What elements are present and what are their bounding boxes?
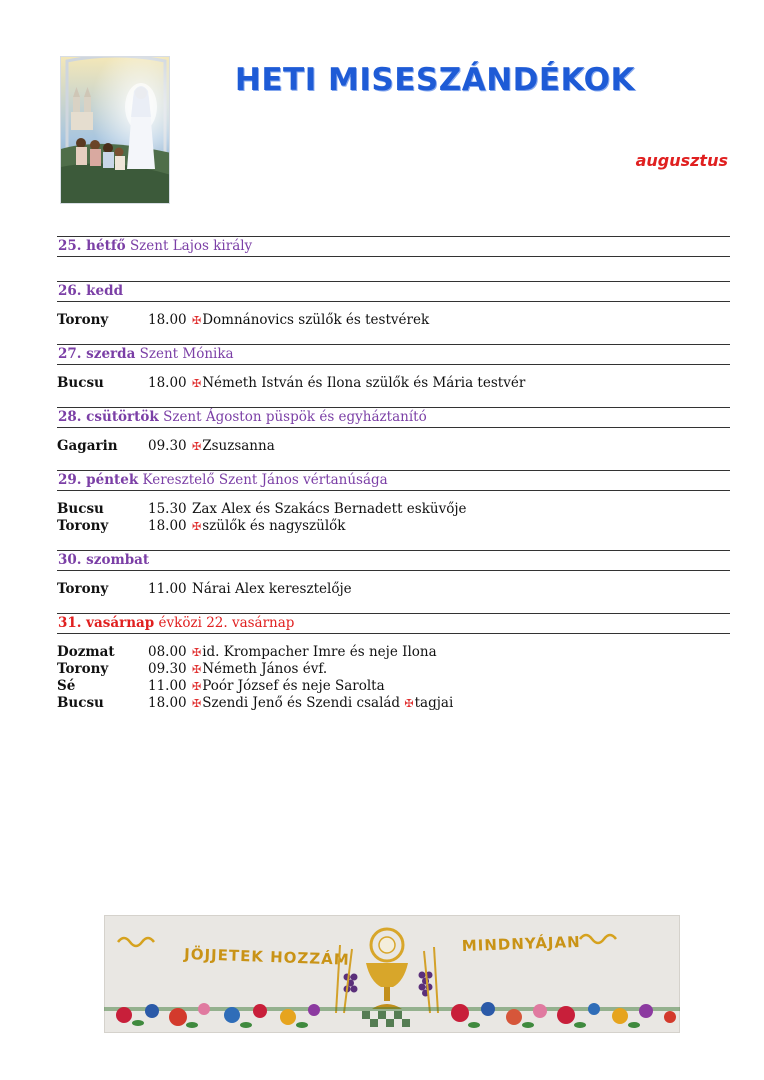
mass-intention — [192, 695, 730, 712]
cross-icon: ✠ — [192, 663, 202, 676]
mass-time: 18.00 — [148, 695, 187, 711]
mass-intention — [192, 518, 730, 535]
mass-time: 15.30 — [148, 501, 187, 517]
day-feast: évközi 22. vasárnap — [158, 615, 295, 631]
cross-icon: ✠ — [192, 314, 202, 327]
mass-place: Torony — [57, 312, 109, 328]
mass-intention — [192, 581, 730, 598]
cross-icon: ✠ — [192, 646, 202, 659]
day-label: 26. kedd — [58, 283, 124, 299]
mass-list — [57, 438, 730, 455]
day-label: 25. hétfő — [58, 238, 126, 254]
mass-intention — [192, 661, 730, 678]
mass-place: Bucsu — [57, 375, 104, 391]
mass-list — [57, 581, 730, 598]
day-header — [57, 281, 730, 302]
mass-intention — [192, 678, 730, 695]
mass-row — [57, 581, 730, 598]
day-header — [57, 613, 730, 634]
day-header — [57, 407, 730, 428]
day-header — [57, 344, 730, 365]
banner-left-text: JÖJJETEK HOZZÁM — [183, 945, 351, 969]
mass-list — [57, 375, 730, 392]
mass-place: Torony — [57, 518, 109, 534]
mass-row — [57, 678, 730, 695]
mass-time: 09.30 — [148, 661, 187, 677]
mass-place: Gagarin — [57, 438, 118, 454]
day-label: 29. péntek — [58, 472, 139, 488]
mass-row — [57, 375, 730, 392]
mass-time: 11.00 — [148, 581, 187, 597]
mass-intention — [192, 644, 730, 661]
mass-intention — [192, 312, 730, 329]
day-feast: Keresztelő Szent János vértanúsága — [142, 472, 388, 488]
intention-text: Németh István és Ilona szülők és Mária testvér — [202, 375, 526, 391]
month-label: augusztus — [635, 151, 728, 170]
intention-text: Domnánovics szülők és testvérek — [202, 312, 430, 328]
mass-place: Dozmat — [57, 644, 115, 660]
day-label: 31. vasárnap — [58, 615, 155, 631]
mass-place: Bucsu — [57, 695, 104, 711]
mass-place: Sé — [57, 678, 76, 694]
mass-intention — [192, 501, 730, 518]
intention-text: Zsuzsanna — [202, 438, 275, 454]
mass-intention — [192, 375, 730, 392]
day-header — [57, 470, 730, 491]
intention-text: Poór József és neje Sarolta — [202, 678, 385, 694]
mass-row — [57, 312, 730, 329]
mass-time: 18.00 — [148, 312, 187, 328]
intention-text: Nárai Alex keresztelője — [192, 581, 352, 597]
day-label: 28. csütörtök — [58, 409, 159, 425]
day-header — [57, 550, 730, 571]
intention-text: Németh János évf. — [202, 661, 328, 677]
cross-icon: ✠ — [192, 377, 202, 390]
cross-icon: ✠ — [192, 520, 202, 533]
mass-row — [57, 661, 730, 678]
mass-row — [57, 695, 730, 712]
mass-time: 18.00 — [148, 518, 187, 534]
embroidered-banner — [104, 915, 680, 1033]
intention-text: Zax Alex és Szakács Bernadett esküvője — [192, 501, 467, 517]
mass-time: 18.00 — [148, 375, 187, 391]
mass-row — [57, 501, 730, 518]
mass-list — [57, 644, 730, 712]
mass-row — [57, 644, 730, 661]
mass-time: 08.00 — [148, 644, 187, 660]
cross-icon: ✠ — [192, 680, 202, 693]
intention-text: szülők és nagyszülők — [202, 518, 346, 534]
day-label: 30. szombat — [58, 552, 150, 568]
day-feast: Szent Lajos király — [129, 238, 253, 254]
intention-text: Szendi Jenő és Szendi család — [202, 695, 405, 711]
banner-right-text: MINDNYÁJAN — [461, 932, 581, 955]
mass-list — [57, 267, 730, 281]
mass-schedule — [57, 236, 730, 727]
cross-icon: ✠ — [192, 697, 202, 710]
day-feast: Szent Mónika — [139, 346, 234, 362]
day-header — [57, 236, 730, 257]
day-feast: Szent Ágoston püspök és egyháztanító — [163, 409, 427, 425]
mass-intention — [192, 438, 730, 455]
cross-icon: ✠ — [404, 697, 414, 710]
page-title: HETI MISESZÁNDÉKOK — [234, 62, 636, 98]
day-label: 27. szerda — [58, 346, 136, 362]
cross-icon: ✠ — [192, 440, 202, 453]
mass-list — [57, 312, 730, 329]
intention-text: tagjai — [414, 695, 454, 711]
mass-row — [57, 518, 730, 535]
mass-place: Bucsu — [57, 501, 104, 517]
mass-place: Torony — [57, 581, 109, 597]
mass-place: Torony — [57, 661, 109, 677]
intention-text: id. Krompacher Imre és neje Ilona — [202, 644, 437, 660]
mass-time: 09.30 — [148, 438, 187, 454]
mass-time: 11.00 — [148, 678, 187, 694]
mass-list — [57, 501, 730, 535]
mass-row — [57, 438, 730, 455]
apparition-painting — [60, 56, 170, 204]
